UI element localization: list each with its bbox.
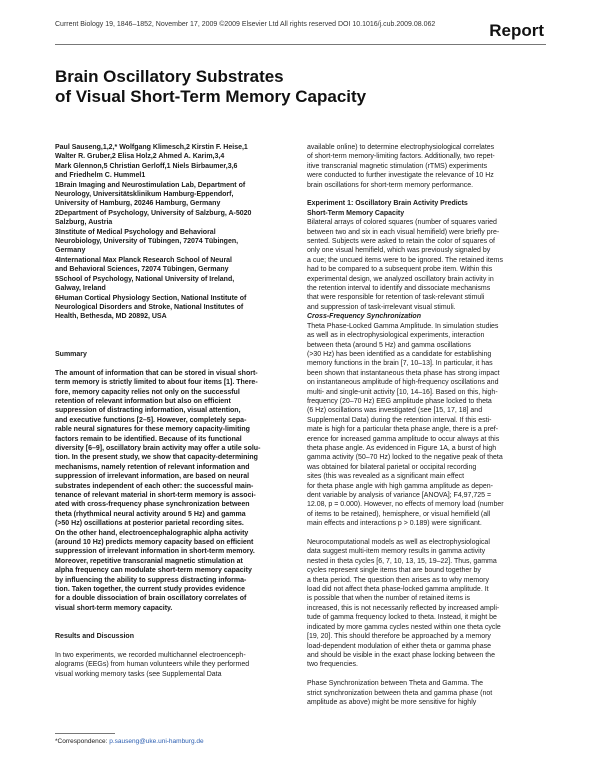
text-line: retention of relevant information but also on efficient (55, 397, 231, 405)
text-line: for theta phase angle with high gamma amplitude as depen- (307, 482, 494, 490)
text-line: mate is high for a particular theta phase angle, there is a pref- (307, 426, 499, 434)
text-line: (around 10 Hz) predicts memory capacity based on efficient (55, 539, 254, 546)
text-line: [19, 20]. This should therefore be approached by a memory (307, 633, 491, 641)
affiliation-list (55, 181, 291, 322)
text-line: sites (this was revealed as a significant main effect (307, 473, 465, 481)
title-line-2: of Visual Short-Term Memory Capacity (55, 87, 367, 106)
text-line: is possible that when the number of retained items is (307, 595, 471, 603)
text-line: ated with cross-frequency phase synchronization between (55, 501, 250, 509)
text-line: and Behavioral Sciences, 72074 Tübingen, Germany (55, 266, 229, 274)
text-line: brain oscillations for short-term memory performance. (307, 181, 474, 189)
correspondence-footnote (55, 738, 204, 745)
text-line: as well as in electrophysiological experiments, interaction (307, 332, 485, 340)
text-line: On the other hand, electroencephalographic alpha activity (55, 529, 249, 537)
text-line: rable neural signatures for these memory capacity-limiting (55, 426, 250, 434)
text-line: on instantaneous amplitude of high-frequency oscillations and (307, 379, 499, 387)
summary-text (55, 369, 291, 614)
text-line: (>50 Hz) oscillations at posterior parietal recording sites. (55, 520, 244, 528)
text-line: load-dependent modulation of either theta or gamma phase (307, 642, 492, 650)
cfs-text (307, 322, 547, 529)
text-line: indicated by more gamma cycles nested within one theta cycle (307, 623, 501, 631)
text-line: 3Institute of Medical Psychology and Behavioral (55, 228, 216, 236)
text-line: tion. In the present study, we show that capacity-determining (55, 454, 258, 462)
left-column (55, 143, 291, 679)
article-title (55, 67, 366, 107)
text-line: suppression of irrelevant information, are based on neural (55, 473, 250, 481)
text-line: the retention interval to identify and dissociate mechanisms (307, 285, 491, 293)
text-line: tude of gamma frequency locked to theta. Instead, it might be (307, 614, 497, 622)
text-line: 5School of Psychology, National University of Ireland, (55, 275, 235, 283)
text-line: and executive functions [2–5]. However, completely sepa- (55, 416, 247, 424)
summary-heading: Summary (55, 350, 87, 358)
text-line: strict synchronization between theta and gamma phase (not (307, 689, 493, 697)
text-line: main effects and interactions p > 0.189) were significant. (307, 520, 482, 528)
text-line: was obtained for bilateral parietal or occipital recording (307, 463, 477, 471)
experiment-heading-line-1: Experiment 1: Oscillatory Brain Activity Predicts (307, 200, 468, 208)
text-line: and Friedhelm C. Hummel1 (55, 172, 146, 180)
text-line: tenance of relevant material in short-term memory is associ- (55, 491, 256, 499)
text-line: a theta period. The question then arises as to why memory (307, 576, 489, 584)
text-line: available online) to determine electrophysiological correlates (307, 144, 495, 151)
text-line: Neurobiology, University of Tübingen, 72074 Tübingen, (55, 238, 239, 246)
text-line: alograms (EEGs) from human volunteers while they performed (55, 661, 250, 669)
text-line: of short-term memory-limiting factors. Additionally, two repet- (307, 153, 495, 161)
text-line: gamma activity (50–70 Hz) locked to the negative peak of theta (307, 454, 503, 462)
text-line: had to be compared to a subsequent probe item. Within this (307, 266, 493, 274)
text-line: between two and six in each visual hemifield) were briefly pre- (307, 228, 500, 236)
right-column (307, 143, 547, 707)
header-divider (55, 44, 546, 45)
text-line: Paul Sauseng,1,2,* Wolfgang Klimesch,2 Kirstin F. Heise,1 (55, 144, 248, 151)
neuro-text (307, 538, 547, 670)
text-line: two frequencies. (307, 661, 358, 669)
text-line: frequency (20–70 Hz) EEG amplitude phase locked to theta (307, 397, 492, 405)
text-line: itive transcranial magnetic stimulation (rTMS) experiments (307, 162, 488, 170)
text-line: term memory is strictly limited to about four items [1]. There- (55, 379, 258, 387)
text-line: suppression of distracting information, visual attention, (55, 407, 241, 415)
experiment-heading-line-2: Short-Term Memory Capacity (307, 209, 405, 217)
footnote-divider (55, 733, 115, 734)
text-line: diversity [6–9], oscillatory brain activity may offer a utile solu- (55, 444, 261, 452)
text-line: 6Human Cortical Physiology Section, National Institute of (55, 294, 247, 302)
text-line: substrates independent of each other: the successful main- (55, 482, 254, 490)
text-line: 4International Max Planck Research School of Neural (55, 256, 232, 264)
text-line: Mark Glennon,5 Christian Gerloff,1 Niels Birbaumer,3,6 (55, 162, 238, 170)
results-heading: Results and Discussion (55, 633, 134, 641)
text-line: increased, this is not necessarily reflected by increased ampli- (307, 604, 500, 612)
text-line: visual short-term memory capacity. (55, 604, 173, 612)
text-line: amplitude as above) might be more sensitive for highly (307, 698, 477, 706)
article-type-label: Report (489, 21, 544, 40)
text-line: Galway, Ireland (55, 285, 106, 293)
text-line: fore, memory capacity relies not only on the successful (55, 388, 240, 396)
text-line: suppression of irrelevant information in short-term memory. (55, 548, 255, 556)
intro-text (307, 143, 547, 190)
text-line: Bilateral arrays of colored squares (number of squares varied (307, 219, 497, 227)
text-line: Supplemental Data) during the retention interval. If this esti- (307, 416, 492, 424)
text-line: Moreover, repetitive transcranial magnetic stimulation at (55, 557, 243, 565)
text-line: Germany (55, 247, 86, 255)
text-line: by influencing the ability to suppress distracting informa- (55, 576, 247, 584)
experiment-text (307, 218, 547, 312)
text-line: tion. Taken together, the current study provides evidence (55, 586, 246, 594)
text-line: Walter R. Gruber,2 Elisa Holz,2 Ahmed A. Karim,3,4 (55, 153, 225, 161)
results-text (55, 651, 291, 679)
text-line: been shown that instantaneous theta phase has strong impact (307, 369, 500, 377)
text-line: Neurological Disorders and Stroke, National Institutes of (55, 303, 244, 311)
correspondence-email-link[interactable]: p.sauseng@uke.uni-hamburg.de (109, 738, 204, 745)
text-line: factors remain to be identified. Because of its functional (55, 435, 242, 443)
text-line: cycles represent single items that are bound together by (307, 567, 481, 575)
text-line: data suggest multi-item memory results in gamma activity (307, 548, 486, 556)
cfs-heading: Cross-Frequency Synchronization (307, 313, 421, 321)
text-line: Salzburg, Austria (55, 219, 113, 227)
text-line: sented. Subjects were asked to retain the color of squares of (307, 238, 495, 246)
text-line: University of Hamburg, 20246 Hamburg, Germany (55, 200, 221, 208)
text-line: mechanisms, namely retention of relevant information and (55, 463, 250, 471)
text-line: theta (rhythmical neural activity around 5 Hz) and gamma (55, 510, 246, 518)
text-line: between theta (around 5 Hz) and gamma oscillations (307, 341, 471, 349)
text-line: a cue; the uncued items were to be ignored. The retained items (307, 256, 503, 264)
text-line: In two experiments, we recorded multichannel electroenceph- (55, 651, 246, 659)
text-line: 2Department of Psychology, University of Salzburg, A-5020 (55, 209, 252, 217)
text-line: dent variable by analysis of variance [ANOVA]; F4,97,725 = (307, 492, 492, 500)
phase-text (307, 679, 547, 707)
text-line: The amount of information that can be stored in visual short- (55, 369, 258, 377)
text-line: were conducted to further investigate the relevance of 10 Hz (307, 172, 494, 180)
text-line: 12.08, p = 0.000). However, no effects of memory load (number (307, 501, 504, 509)
text-line: (>30 Hz) has been identified as a candidate for establishing (307, 350, 492, 358)
text-line: experimental design, we analyzed oscillatory brain activity in (307, 275, 494, 283)
text-line: alpha frequency can modulate short-term memory capacity (55, 567, 252, 575)
text-line: Neurocomputational models as well as electrophysiological (307, 539, 490, 547)
text-line: visual working memory tasks (see Supplemental Data (55, 670, 222, 678)
text-line: 1Brain Imaging and Neurostimulation Lab, Department of (55, 181, 246, 189)
text-line: theta phase angle. As evidenced in Figure 1A, a burst of high (307, 444, 497, 452)
text-line: for a double dissociation of brain oscillatory correlates of (55, 595, 247, 603)
text-line: memory functions in the brain [7, 10–13]. In particular, it has (307, 360, 493, 368)
correspondence-label: *Correspondence: (55, 738, 110, 745)
author-list (55, 143, 291, 181)
journal-citation: Current Biology 19, 1846–1852, November 17, 2009 ©2009 Elsevier Ltd All rights reserved DOI 10.1016/j.cub.2009.08.062 (55, 21, 436, 28)
title-line-1: Brain Oscillatory Substrates (55, 67, 284, 86)
text-line: nested in theta cycles [6, 7, 10, 13, 15, 19–22]. Thus, gamma (307, 557, 497, 565)
text-line: erence for increased gamma amplitude to occur always at this (307, 435, 500, 443)
text-line: (6 Hz) oscillations was investigated (see [15, 17, 18] and (307, 407, 483, 415)
text-line: only one visual hemifield, which was previously signaled by (307, 247, 491, 255)
text-line: and suppression of task-irrelevant visual stimuli. (307, 303, 456, 311)
text-line: Theta Phase-Locked Gamma Amplitude. In simulation studies (307, 322, 499, 330)
text-line: and should be visible in the exact phase locking between the (307, 651, 495, 659)
text-line: multi- and single-unit activity [10, 14–16]. Based on this, high- (307, 388, 498, 396)
text-line: Health, Bethesda, MD 20892, USA (55, 313, 167, 321)
text-line: that were responsible for retention of task-relevant stimuli (307, 294, 485, 302)
text-line: load did not affect theta phase-locked gamma amplitude. It (307, 586, 489, 594)
text-line: of items to be retained), hemisphere, or visual hemifield (all (307, 510, 491, 518)
text-line: Phase Synchronization between Theta and Gamma. The (307, 680, 484, 688)
text-line: Neurology, Universitätsklinikum Hamburg-Eppendorf, (55, 191, 234, 199)
